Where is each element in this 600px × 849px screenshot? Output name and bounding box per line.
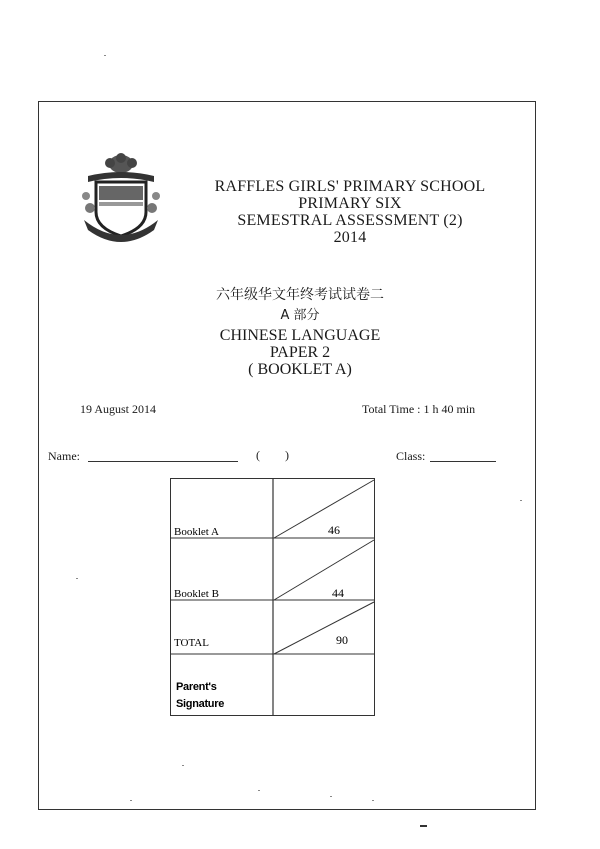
assessment-year: 2014 xyxy=(333,229,367,246)
parent-signature-field[interactable] xyxy=(274,655,374,715)
subject-title: CHINESE LANGUAGE xyxy=(219,327,381,344)
scan-speck xyxy=(76,578,78,579)
score-slash xyxy=(274,540,374,600)
booklet-b-max: 44 xyxy=(332,586,344,600)
scan-speck xyxy=(258,790,260,791)
scan-speck xyxy=(182,765,184,766)
school-crest-logo xyxy=(80,150,162,250)
school-name: RAFFLES GIRLS' PRIMARY SCHOOL xyxy=(214,178,486,195)
score-slash xyxy=(274,602,374,654)
signature-label-1: Parent's xyxy=(176,681,217,693)
paper-number: PAPER 2 xyxy=(269,344,331,361)
score-slash xyxy=(274,480,374,538)
booklet-a-max: 46 xyxy=(328,523,340,537)
chinese-paper-title: 六年级华文年终考试试卷二 xyxy=(216,287,384,303)
scan-speck xyxy=(372,800,374,801)
register-number-field[interactable]: ( ) xyxy=(256,448,289,462)
school-header xyxy=(180,178,520,246)
exam-date: 19 August 2014 xyxy=(80,402,157,416)
score-table xyxy=(170,478,378,718)
total-label: TOTAL xyxy=(174,637,209,649)
signature-label-2: Signature xyxy=(176,698,225,710)
booklet-b-label: Booklet B xyxy=(174,588,219,600)
assessment-title: SEMESTRAL ASSESSMENT (2) xyxy=(237,212,463,229)
scan-mark xyxy=(420,825,427,827)
name-field[interactable] xyxy=(88,461,238,462)
paper-title-block xyxy=(180,285,420,378)
booklet-a-label: Booklet A xyxy=(174,526,219,538)
scan-speck xyxy=(330,796,332,797)
scan-speck xyxy=(130,800,132,801)
scan-speck xyxy=(520,500,522,501)
class-label: Class: xyxy=(396,449,426,463)
chinese-section-title: A 部分 xyxy=(280,308,320,323)
class-field[interactable] xyxy=(430,461,496,462)
name-label: Name: xyxy=(48,449,80,463)
booklet-title: ( BOOKLET A) xyxy=(248,361,352,378)
scan-speck xyxy=(104,55,106,56)
total-time: Total Time : 1 h 40 min xyxy=(362,402,476,416)
school-level: PRIMARY SIX xyxy=(298,195,402,212)
total-max: 90 xyxy=(336,633,348,647)
